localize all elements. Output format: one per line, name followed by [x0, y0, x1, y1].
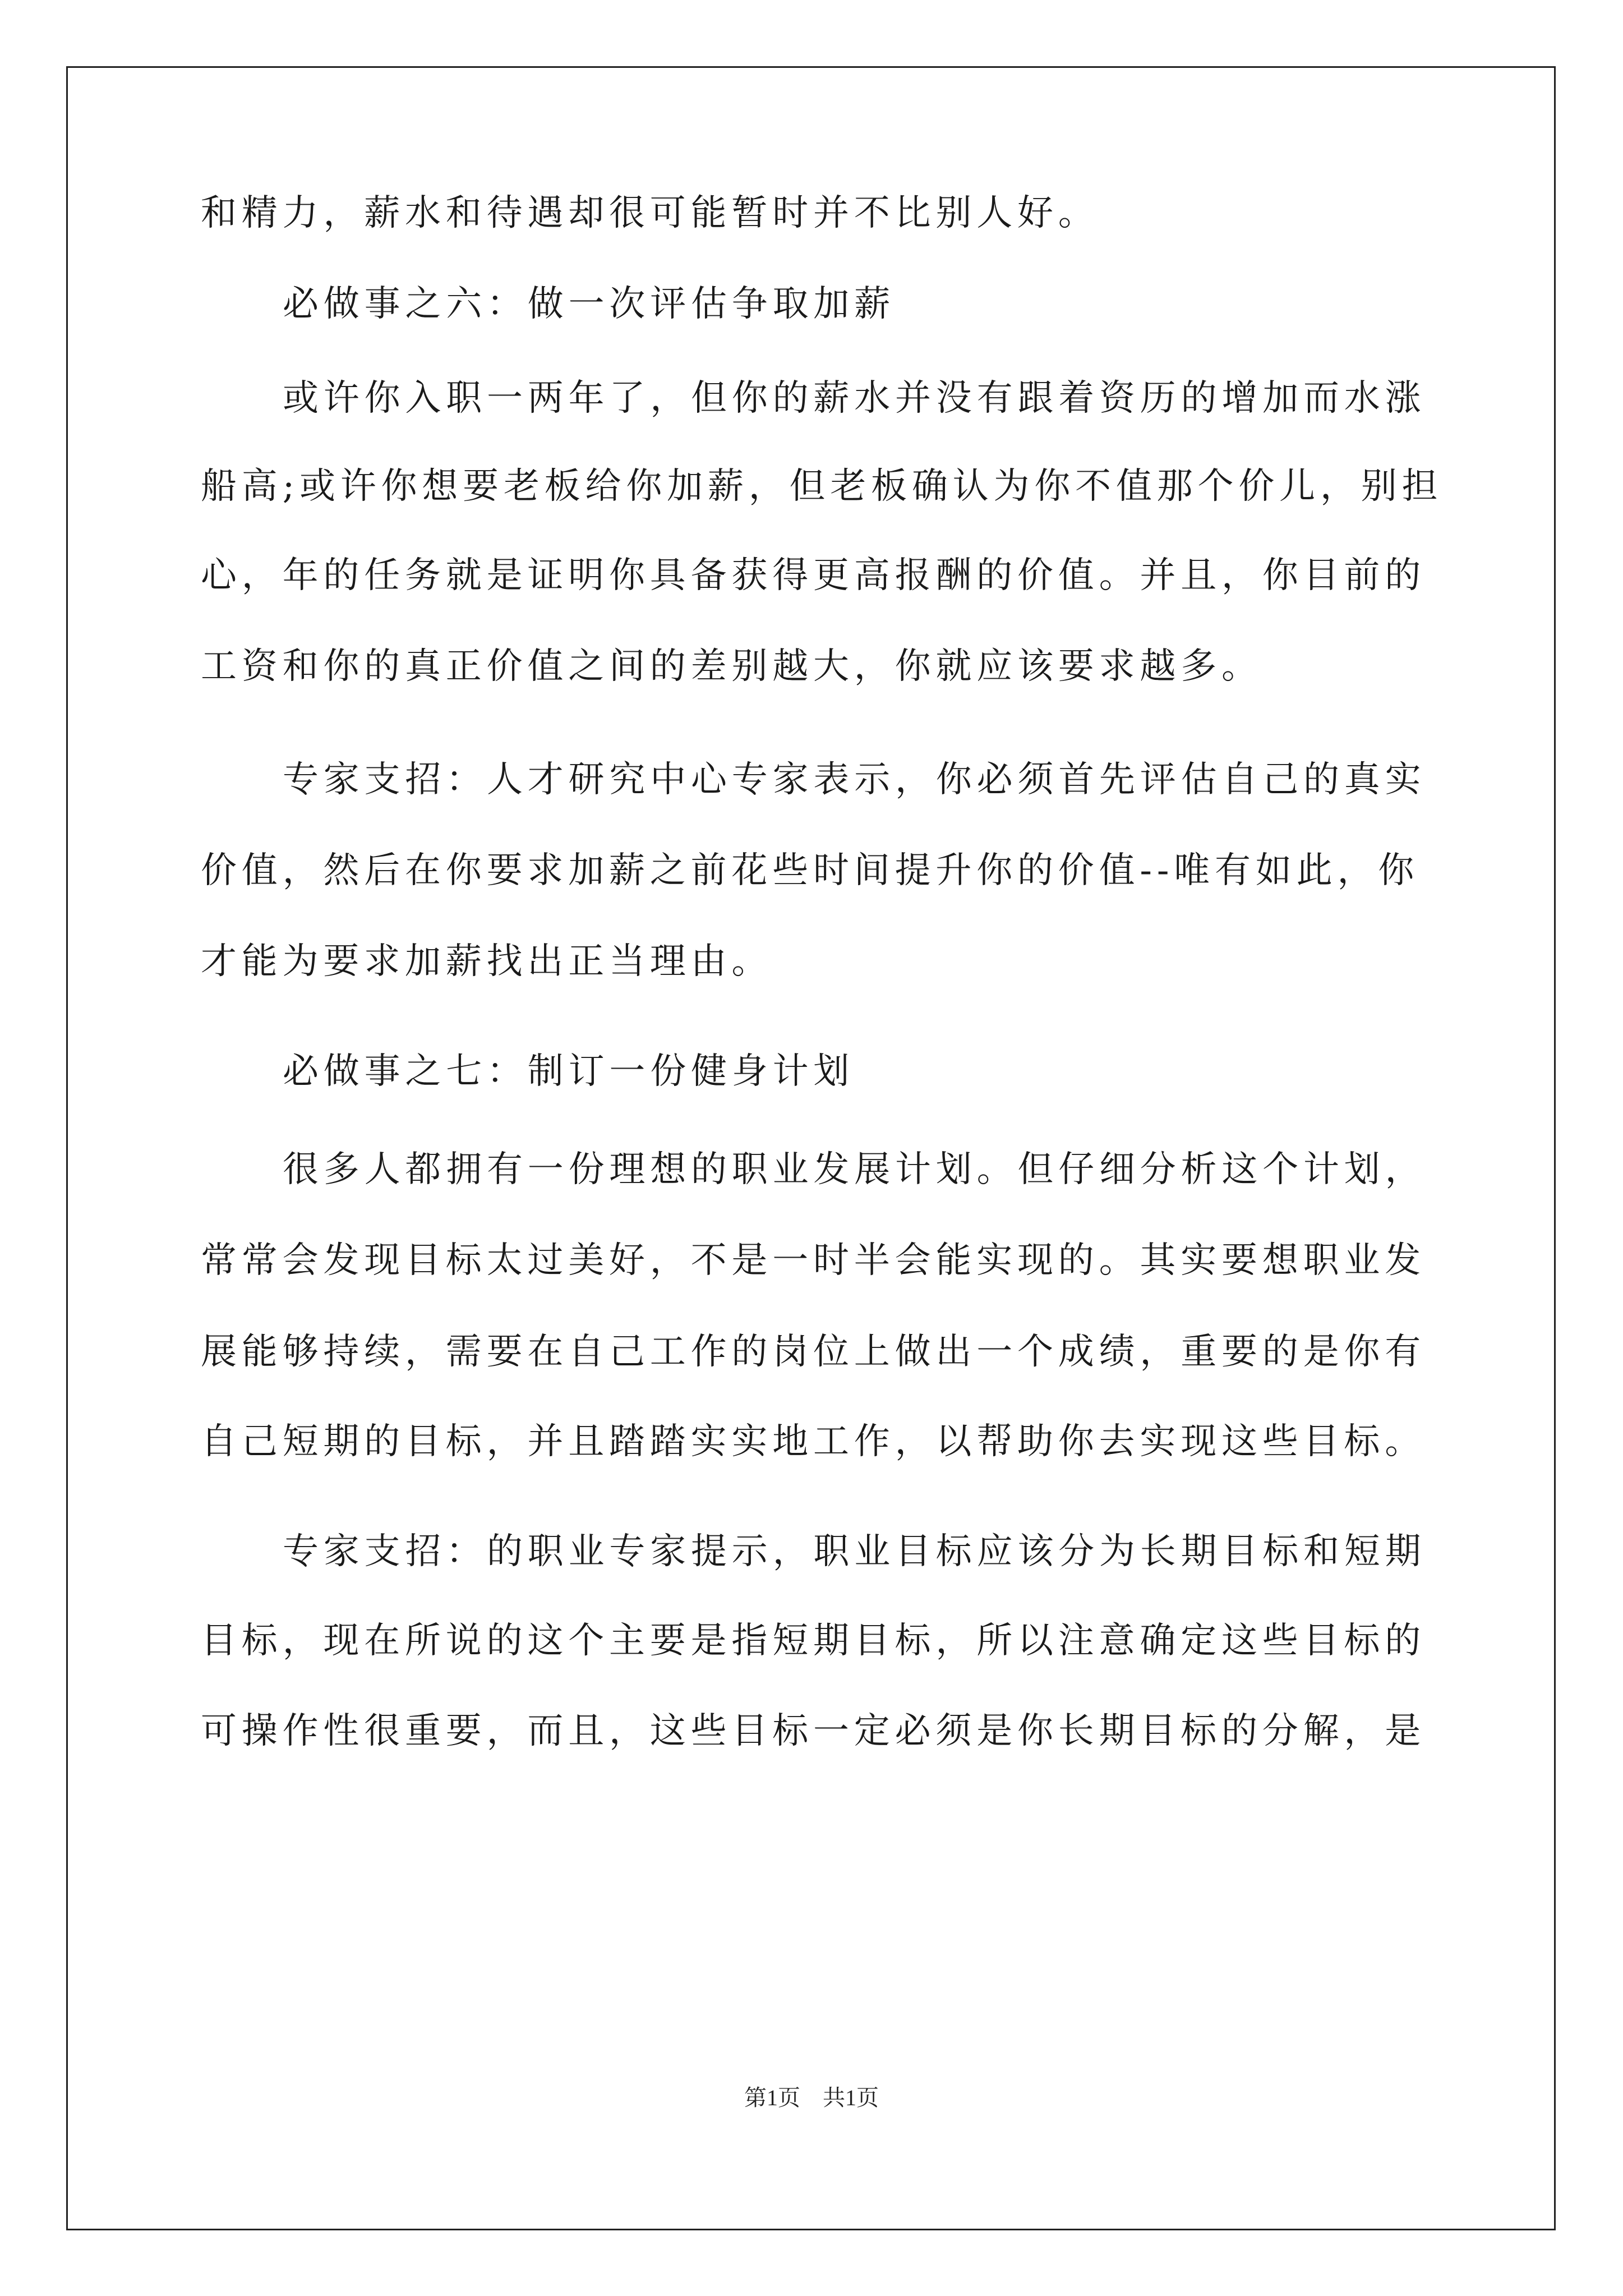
paragraph-line: 和精力，薪水和待遇却很可能暂时并不比别人好。: [201, 192, 1099, 234]
paragraph-line: 很多人都拥有一份理想的职业发展计划。但仔细分析这个计划，: [283, 1149, 1426, 1190]
paragraph-line: 目标，现在所说的这个主要是指短期目标，所以注意确定这些目标的: [201, 1620, 1426, 1662]
section-heading: 必做事之六：做一次评估争取加薪: [283, 283, 895, 325]
paragraph-line: 工资和你的真正价值之间的差别越大，你就应该要求越多。: [201, 646, 1262, 687]
paragraph-line: 专家支招：人才研究中心专家表示，你必须首先评估自己的真实: [283, 759, 1426, 800]
paragraph-line: 才能为要求加薪找出正当理由。: [201, 941, 773, 982]
paragraph-line: 可操作性很重要，而且，这些目标一定必须是你长期目标的分解，是: [201, 1710, 1426, 1752]
page-number-footer: 第1页 共1页: [744, 2085, 879, 2110]
paragraph-line: 心，年的任务就是证明你具备获得更高报酬的价值。并且，你目前的: [201, 555, 1426, 596]
paragraph-line: 展能够持续，需要在自己工作的岗位上做出一个成绩，重要的是你有: [201, 1331, 1426, 1373]
paragraph-line: 或许你入职一两年了，但你的薪水并没有跟着资历的增加而水涨: [283, 378, 1426, 419]
paragraph-line: 自己短期的目标，并且踏踏实实地工作，以帮助你去实现这些目标。: [201, 1421, 1426, 1462]
paragraph-line: 专家支招：的职业专家提示，职业目标应该分为长期目标和短期: [283, 1531, 1426, 1572]
section-heading: 必做事之七：制订一份健身计划: [283, 1051, 855, 1092]
paragraph-line: 船高;或许你想要老板给你加薪，但老板确认为你不值那个价儿，别担: [201, 466, 1443, 507]
paragraph-line: 价值，然后在你要求加薪之前花些时间提升你的价值--唯有如此，你: [201, 850, 1419, 891]
paragraph-line: 常常会发现目标太过美好，不是一时半会能实现的。其实要想职业发: [201, 1240, 1426, 1281]
